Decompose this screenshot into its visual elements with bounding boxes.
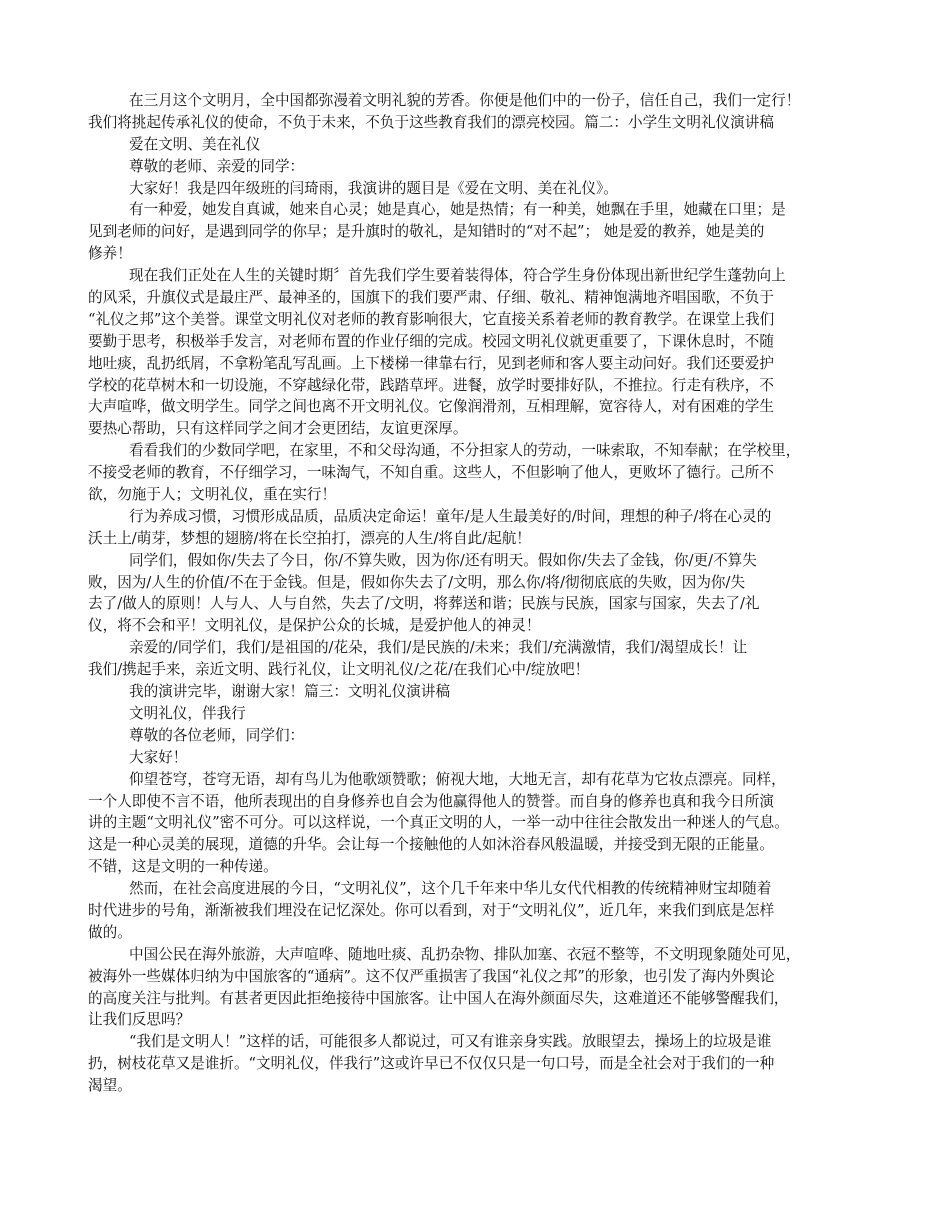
text-line: 爱在文明、美在礼仪 — [129, 135, 261, 153]
text-line: 修养！ — [88, 245, 132, 263]
text-line: 不错，这是文明的一种传递。 — [88, 858, 278, 876]
text-line: 这是一种心灵美的展现，道德的升华。会让每一个接触他的人如沐浴春风般温暖，并接受到无限的正能量。 — [88, 836, 774, 854]
text-line: 仰望苍穹，苍穹无语，却有鸟儿为他歌颂赞歌；俯视大地，大地无言，却有花草为它妆点漂亮。同样， — [129, 770, 786, 788]
text-line: 地吐痰，乱扔纸屑，不拿粉笔乱写乱画。上下楼梯一律靠右行，见到老师和客人要主动问好。我们还要爱护 — [88, 354, 774, 372]
text-line: “礼仪之邦”这个美誉。课堂文明礼仪对老师的教育影响很大，它直接关系着老师的教育教学。在课堂上我们 — [88, 310, 775, 328]
text-line: 一个人即使不言不语，他所表现出的自身修养也自会为他赢得他人的赞誉。而自身的修养也真和我今日所演 — [88, 792, 774, 810]
text-line: 讲的主题“文明礼仪”密不可分。可以这样说，一个真正文明的人，一举一动中往往会散发出一种迷人的气息。 — [88, 814, 789, 832]
text-line: 现在我们正处在人生的关键时期〞首先我们学生要着装得体，符合学生身份体现出新世纪学生蓬勃向上 — [129, 267, 786, 285]
text-line: 我们/携起手来，亲近文明、践行礼仪，让文明礼仪/之花/在我们心中/绽放吧！ — [88, 661, 590, 679]
text-line: 让我们反思吗？ — [88, 1011, 191, 1029]
text-line: 然而，在社会高度进展的今日，“文明礼仪”，这个几千年来中华儿女代代相教的传统精神财宝却随着 — [129, 880, 772, 898]
text-line: 仪，将不会和平！文明礼仪，是保护公众的长城，是爱护他人的神灵！ — [88, 617, 541, 635]
text-line: “我们是文明人！”这样的话，可能很多人都说过，可又有谁亲身实践。放眼望去，操场上的垃圾是谁 — [129, 1033, 772, 1051]
text-line: 尊敬的各位老师，同学们： — [129, 726, 305, 744]
text-line: 我们将挑起传承礼仪的使命，不负于未来，不负于这些教育我们的漂亮校园。篇二：小学生文明礼仪演讲稿 — [88, 113, 774, 131]
text-line: 文明礼仪，伴我行 — [129, 704, 246, 722]
text-line: 在三月这个文明月，全中国都弥漫着文明礼貌的芳香。你便是他们中的一份子，信任自己，我们一定行！ — [129, 92, 801, 109]
text-line: 的风采，升旗仪式是最庄严、最神圣的，国旗下的我们要严肃、仔细、敬礼、精神饱满地齐唱国歌，不负于 — [88, 289, 774, 307]
text-line: 同学们，假如你/失去了今日，你/不算失败，因为你/还有明天。假如你/失去了金钱，你/更/不算失 — [129, 551, 757, 569]
text-line: 有一种爱，她发自真诚，她来自心灵；她是真心，她是热情；有一种美，她飘在手里，她藏在口里；是 — [129, 201, 786, 219]
text-line: 行为养成习惯，习惯形成品质，品质决定命运！童年/是人生最美好的/时间，理想的种子/将在心灵的 — [129, 507, 772, 525]
text-line: 时代进步的号角，渐渐被我们埋没在记忆深处。你可以看到，对于“文明礼仪”，近几年，来我们到底是怎样 — [88, 901, 775, 919]
text-line: 亲爱的/同学们，我们/是祖国的/花朵，我们/是民族的/未来；我们/充满激情，我们/渴望成长！让 — [129, 639, 748, 657]
text-line: 做的。 — [88, 923, 132, 941]
text-line: 大家好！ — [129, 748, 188, 766]
text-line: 沃土上/萌芽，梦想的翅膀/将在长空拍打，漂亮的人生/将自此/起航！ — [88, 529, 531, 547]
text-line: 的高度关注与批判。有甚者更因此拒绝接待中国旅客。让中国人在海外颜面尽失，这难道还不能够警醒我们， — [88, 989, 789, 1007]
text-line: 看看我们的少数同学吧，在家里，不和父母沟通，不分担家人的劳动，一味索取，不知奉献；在学校里， — [129, 442, 801, 460]
text-line: 渴望。 — [88, 1077, 132, 1095]
text-line: 见到老师的问好，是遇到同学的你早；是升旗时的敬礼，是知错时的“对不起”； 她是爱的教养，她是美的 — [88, 223, 765, 241]
text-line: 我的演讲完毕，谢谢大家！篇三：文明礼仪演讲稿 — [129, 683, 451, 701]
text-line: 学校的花草树木和一切设施，不穿越绿化带，践踏草坪。进餐，放学时要排好队，不推拉。行走有秩序，不 — [88, 376, 774, 394]
text-line: 中国公民在海外旅游，大声喧哗、随地吐痰、乱扔杂物、排队加塞、衣冠不整等，不文明现象随处可见， — [129, 945, 801, 963]
text-line: 被海外一些媒体归纳为中国旅客的“通病”。这不仅严重损害了我国“礼仪之邦”的形象，也引发了海内外舆论 — [88, 967, 775, 985]
text-line: 要勤于思考，积极举手发言，对老师布置的作业仔细的完成。校园文明礼仪就更重要了，下课休息时，不随 — [88, 332, 774, 350]
text-line: 不接受老师的教育，不仔细学习，一味淘气，不知自重。这些人，不但影响了他人，更败坏了德行。己所不 — [88, 464, 774, 482]
text-line: 大家好！我是四年级班的闫琦雨，我演讲的题目是《爱在文明、美在礼仪》。 — [129, 179, 618, 197]
text-line: 要热心帮助，只有这样同学之间才会更团结，友谊更深厚。 — [88, 420, 468, 438]
text-line: 尊敬的老师、亲爱的同学： — [129, 157, 305, 175]
text-line: 欲，勿施于人；文明礼仪，重在实行！ — [88, 486, 337, 504]
text-line: 大声喧哗，做文明学生。同学之间也离不开文明礼仪。它像润滑剂，互相理解，宽容待人，对有困难的学生 — [88, 398, 774, 416]
text-line: 扔，树枝花草又是谁折。“文明礼仪，伴我行”这或许早已不仅仅只是一句口号，而是全社会对于我们的一种 — [88, 1055, 775, 1073]
text-line: 败，因为/人生的价值/不在于金钱。但是，假如你失去了/文明，那么你/将/彻彻底底的失败，因为你/失 — [88, 573, 746, 591]
text-line: 去了/做人的原则！人与人、人与自然，失去了/文明，将葬送和谐；民族与民族，国家与国家，失去了/礼 — [88, 595, 760, 613]
document-body — [88, 90, 870, 1097]
